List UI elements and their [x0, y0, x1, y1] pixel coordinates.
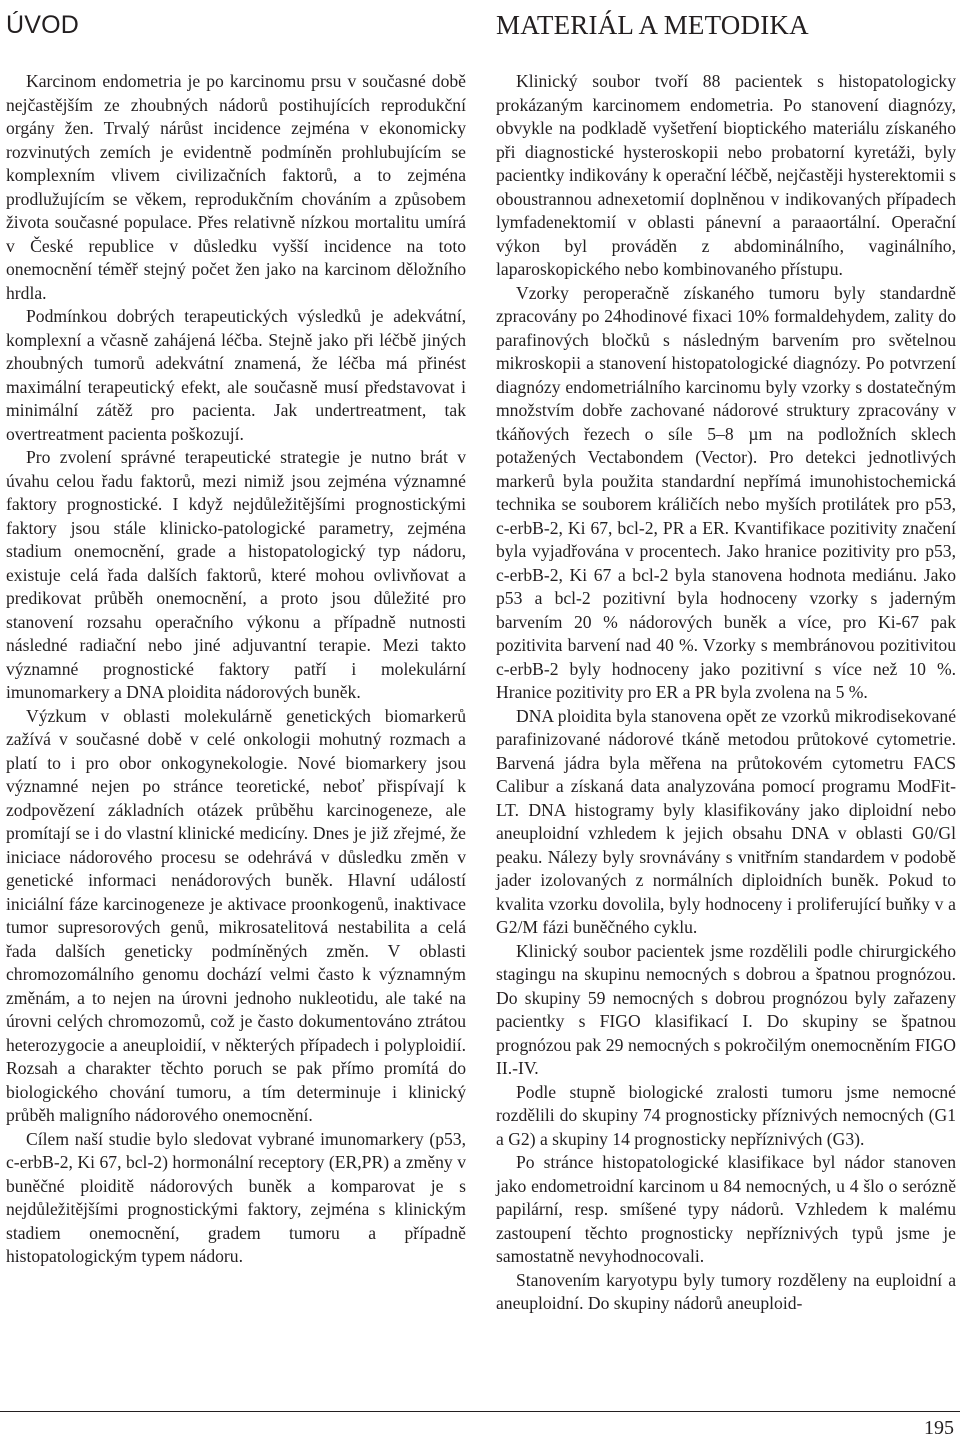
- paragraph: Výzkum v oblasti molekulárně genetických biomarkerů zažívá v současné době v celé onkologii mohutný rozmach a platí to i pro obor onkogynekologie. Nové biomarkery jsou významné nejen po stránce teoretické, neboť přispívají k zodpovězení základních otázek průběhu karcinogeneze, ale promítají se i do vlastní klinické medicíny. Dnes je již zřejmé, že iniciace nádorového procesu se odehrává v důsledku změn v genetické informaci nenádorových buněk. Hlavní událostí iniciální fáze karcinogeneze je aktivace proonkogenů, inaktivace tumor supresorových genů, mikrosatelitová nestabilita a celá řada dalších geneticky podmíněných změn. V oblasti chromozomálního genomu dochází velmi často k významným změnám, a to nejen na úrovni jednoho nukleotidu, ale také na úrovni celých chromozomů, což je často dokumentováno ztrátou heterozygocie a aneuploidií, v některých případech i polyploidií. Rozsah a charakter těchto poruch se pak přímo promítá do biologického chování tumoru, a tím determinuje i klinický průběh maligního nádorového onemocnění.: [6, 705, 466, 1125]
- paragraph: Podmínkou dobrých terapeutických výsledků je adekvátní, komplexní a včasně zahájená léčba. Stejně jako při léčbě jiných zhoubných tumorů adekvátní znamená, že léčba má přinést maximální terapeutický efekt, ale současně musí představovat i minimální zátěž pro pacienta. Jak undertreatment, tak overtreatment pacienta poškozují.: [6, 306, 466, 444]
- paragraph: Karcinom endometria je po karcinomu prsu v současné době nejčastějším ze zhoubných nádorů postihujících reprodukční orgány žen. Trvalý nárůst incidence zejména v ekonomicky rozvinutých zemích je evidentně podmíněn prohlubujícím se komplexním vlivem civilizačních faktorů, a to zejména prodlužujícím se věkem, reprodukčním chováním a způsobem života současné populace. Přes relativně nízkou mortalitu umírá v České republice v důsledku vyšší incidence na toto onemocnění téměř stejný počet žen jako na karcinom děložního hrdla.: [6, 71, 466, 303]
- section-heading-uvod: ÚVOD: [6, 11, 80, 39]
- paragraph: Klinický soubor pacientek jsme rozdělili podle chirurgického stagingu na skupinu nemocných s dobrou a špatnou prognózou. Do skupiny 59 nemocných s dobrou prognózou byly zařazeny pacientky s FIGO klasifikací I. Do skupiny se špatnou prognózou pak 29 nemocných s pokročilým onemocněním FIGO II.-IV.: [496, 940, 956, 1078]
- paragraph: Stanovením karyotypu byly tumory rozděleny na euploidní a aneuploidní. Do skupiny nádorů aneuploid-: [496, 1269, 956, 1313]
- paragraph: Cílem naší studie bylo sledovat vybrané imunomarkery (p53, c-erbB-2, Ki 67, bcl-2) hormonální receptory (ER,PR) a změny v buněčné ploiditě nádorových buněk a komparovat je s nejdůležitějšími prognostickými faktory, zejména s klinickým stadiem onemocnění, gradem tumoru a případně histopatologickým typem nádoru.: [6, 1128, 466, 1266]
- right-column: [496, 8, 956, 1316]
- page-number: 195: [924, 1417, 954, 1439]
- paragraph: Vzorky peroperačně získaného tumoru byly standardně zpracovány po 24hodinové fixaci 10% formaldehydem, zality do parafinových bločků s následným barvením pro světelnou mikroskopii a stanovení histopatologické diagnózy. Po potvrzení diagnózy endometriálního karcinomu byly vzorky s dostatečným množstvím dobře zachované nádorové struktury zpracovány v tkáňových řezech o síle 5–8 µm na podložních sklech potažených Vectabondem (Vector). Pro detekci jednotlivých markerů byla použita standardní nepřímá imunohistochemická technika se souborem králičích nebo myších protilátek pro p53, c-erbB-2, Ki 67, bcl-2, PR a ER. Kvantifikace pozitivity značení byla vyjadřována v procentech. Jako hranice pozitivity pro p53, c-erbB-2, Ki 67 a bcl-2 byla stanovena hodnota mediánu. Jako p53 a bcl-2 pozitivní byla hodnoceny vzorky s jaderným barvením 20 % nádorových buněk a více, pro Ki-67 pak pozitivita barvení nad 40 %. Vzorky s membránovou pozitivitou c-erbB-2 byly hodnoceny jako pozitivní s více než 10 %. Hranice pozitivity pro ER a PR byla zvolena na 5 %.: [496, 282, 956, 702]
- section-heading-material-a-metodika: MATERIÁL A METODIKA: [496, 10, 809, 40]
- paragraph: Klinický soubor tvoří 88 pacientek s histopatologicky prokázaným karcinomem endometria. Po stanovení diagnózy, obvykle na podkladě vyšetření bioptického materiálu získaného při diagnostické hysteroskopii nebo probatorní kyretáži, byly pacientky indikovány k operační léčbě, nejčastěji hysterektomii s oboustrannou adnexetomií doplněnou v indikovaných případech lymfadenektomií v oblasti pánevní a paraaortální. Operační výkon byl prováděn z abdominálního, vaginálního, laparoskopického nebo kombinovaného přístupu.: [496, 71, 956, 279]
- paragraph: DNA ploidita byla stanovena opět ze vzorků mikrodisekované parafinizované nádorové tkáně metodou průtokové cytometrie. Barvená jádra byla měřena na průtokovém cytometru FACS Calibur a získaná data analyzována pomocí programu ModFit-LT. DNA histogramy byly klasifikovány jako diploidní nebo aneuploidní vzhledem k jejich obsahu DNA v oblasti G0/Gl peaku. Nálezy byly srovnávány s vnitřním standardem v podobě jader izolovaných z normálních diploidních buněk. Pokud to kvalita vzorku dovolila, byly hodnoceny i proliferující buňky v a G2/M fázi buněčného cyklu.: [496, 705, 956, 937]
- paragraph: Pro zvolení správné terapeutické strategie je nutno brát v úvahu celou řadu faktorů, mezi nimiž jsou zejména významné faktory prognostické. I když nejdůležitějšími prognostickými faktory jsou stále klinicko-patologické parametry, zejména stadium onemocnění, grade a histopatologický typ nádoru, existuje celá řada dalších faktorů, které mohou ovlivňovat a predikovat průběh onemocnění, a proto jsou důležité pro stanovení rozsahu operačního výkonu a případně nutnosti následné radiační nebo jiné adjuvantní terapie. Mezi takto významné prognostické faktory patří i molekulární imunomarkery a DNA ploidita nádorových buněk.: [6, 447, 466, 702]
- left-column: [6, 8, 466, 1269]
- paragraph: Po stránce histopatologické klasifikace byl nádor stanoven jako endometroidní karcinom u 84 nemocných, u 4 šlo o serózně papilární, resp. smíšené typy nádorů. Vzhledem k malému zastoupení těchto prognosticky nepříznivých typů jsme je samostatně nevyhodnocovali.: [496, 1152, 956, 1266]
- paragraph: Podle stupně biologické zralosti tumoru jsme nemocné rozdělili do skupiny 74 prognosticky příznivých nemocných (G1 a G2) a skupiny 14 prognosticky nepříznivých (G3).: [496, 1081, 956, 1149]
- footer-rule: [0, 1411, 960, 1412]
